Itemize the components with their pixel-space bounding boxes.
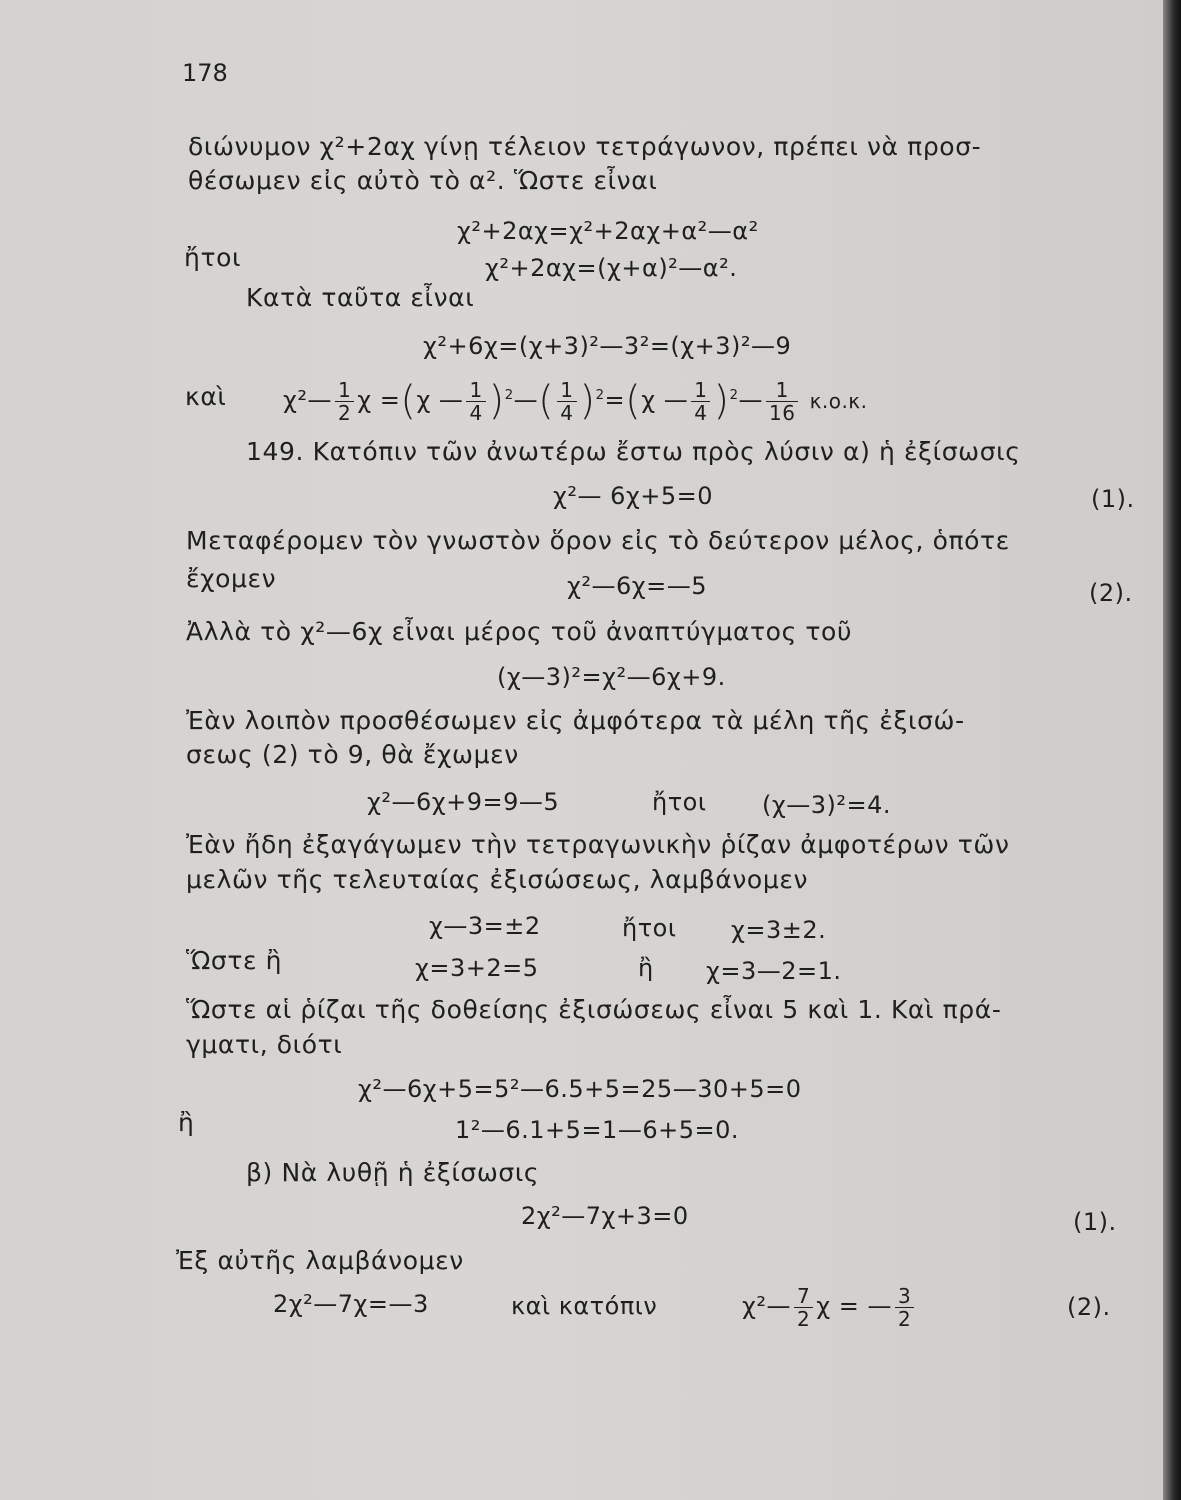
text-line: Μεταφέρομεν τὸν γνωστὸν ὅρον εἰς τὸ δεύτερον μέλος, ὁπότε <box>186 526 1010 555</box>
text-line: 149. Κατόπιν τῶν ἀνωτέρω ἔστω πρὸς λύσιν α) ἡ ἐξίσωσις <box>246 437 1021 466</box>
equation: χ²+6χ=(χ+3)²—3²=(χ+3)²—9 <box>423 332 792 360</box>
book-spine <box>1163 0 1181 1500</box>
text-line: Ἐὰν ἤδη ἐξαγάγωμεν τὴν τετραγωνικὴν ῥίζαν ἀμφοτέρων τῶν <box>186 830 1010 859</box>
text-line: β) Νὰ λυθῇ ἡ ἐξίσωσις <box>246 1158 540 1187</box>
text-line: Κατὰ ταῦτα εἶναι <box>246 283 475 312</box>
text-line: Ἀλλὰ τὸ χ²—6χ εἶναι μέρος τοῦ ἀναπτύγματος τοῦ <box>186 617 853 646</box>
equation: 2χ²—7χ=—3 <box>273 1290 429 1318</box>
equation: χ²—6χ=—5 <box>567 572 707 600</box>
equation-tag: (1). <box>1073 1208 1117 1236</box>
text-word: ἤτοι <box>622 914 677 942</box>
equation: χ²—6χ+5=5²—6.5+5=25—30+5=0 <box>358 1075 802 1103</box>
equation-fractions: χ²— $\frac{7}{2}$ χ = — $\frac{3}{2}$ <box>742 1276 917 1336</box>
equation: χ=3—2=1. <box>706 957 842 985</box>
text-word: Ὥστε ἢ <box>186 946 283 975</box>
equation: χ²—6χ+9=9—5 <box>367 788 560 816</box>
text-word: ἢ <box>638 954 654 982</box>
text-line: θέσωμεν εἰς αὐτὸ τὸ α². Ὥστε εἶναι <box>188 166 658 195</box>
text-word: καὶ <box>185 382 227 411</box>
text-line: Ὥστε αἱ ῥίζαι τῆς δοθείσης ἐξισώσεως εἶναι 5 καὶ 1. Καὶ πρά- <box>186 995 1002 1024</box>
equation: χ²+2αχ=χ²+2αχ+α²—α² <box>457 217 759 245</box>
text-word: ἤτοι <box>184 243 242 272</box>
text-line: μελῶν τῆς τελευταίας ἐξισώσεως, λαμβάνομεν <box>186 865 809 894</box>
text-line: διώνυμον χ²+2αχ γίνῃ τέλειον τετράγωνον, πρέπει νὰ προσ- <box>188 132 982 161</box>
text-line: γματι, διότι <box>186 1030 343 1059</box>
text-line: Ἐὰν λοιπὸν προσθέσωμεν εἰς ἀμφότερα τὰ μέλη τῆς ἐξισώ- <box>186 706 965 735</box>
text-word: ἤτοι <box>652 788 707 816</box>
equation: 1²—6.1+5=1—6+5=0. <box>455 1116 739 1144</box>
equation-tag: (2). <box>1089 579 1133 607</box>
equation: (χ—3)²=4. <box>762 791 891 819</box>
equation-fractions: χ²— $\frac{1}{2}$ χ =(χ — $\frac{1}{4}$ )$^2$—( $\frac{1}{4}$ )$^2$=(χ — $\frac{1}{4}$ )$^2$— $\frac{1}{16}$ κ.ο.κ. <box>283 377 868 425</box>
page-number: 178 <box>182 59 228 87</box>
equation-tag: (1). <box>1091 485 1135 513</box>
equation: χ=3±2. <box>731 916 827 944</box>
equation: χ²— 6χ+5=0 <box>553 482 714 510</box>
equation: 2χ²—7χ+3=0 <box>521 1202 689 1230</box>
equation: χ=3+2=5 <box>415 954 539 982</box>
equation: (χ—3)²=χ²—6χ+9. <box>497 663 726 691</box>
text-line: σεως (2) τὸ 9, θὰ ἔχωμεν <box>186 740 519 769</box>
text-word: ἔχομεν <box>186 564 277 593</box>
text-line: Ἐξ αὐτῆς λαμβάνομεν <box>176 1246 464 1275</box>
text-word: ἢ <box>178 1108 195 1137</box>
equation-tag: (2). <box>1067 1293 1111 1321</box>
equation: χ²+2αχ=(χ+α)²—α². <box>485 254 738 282</box>
text-word: καὶ κατόπιν <box>511 1292 658 1320</box>
equation: χ—3=±2 <box>429 912 541 940</box>
